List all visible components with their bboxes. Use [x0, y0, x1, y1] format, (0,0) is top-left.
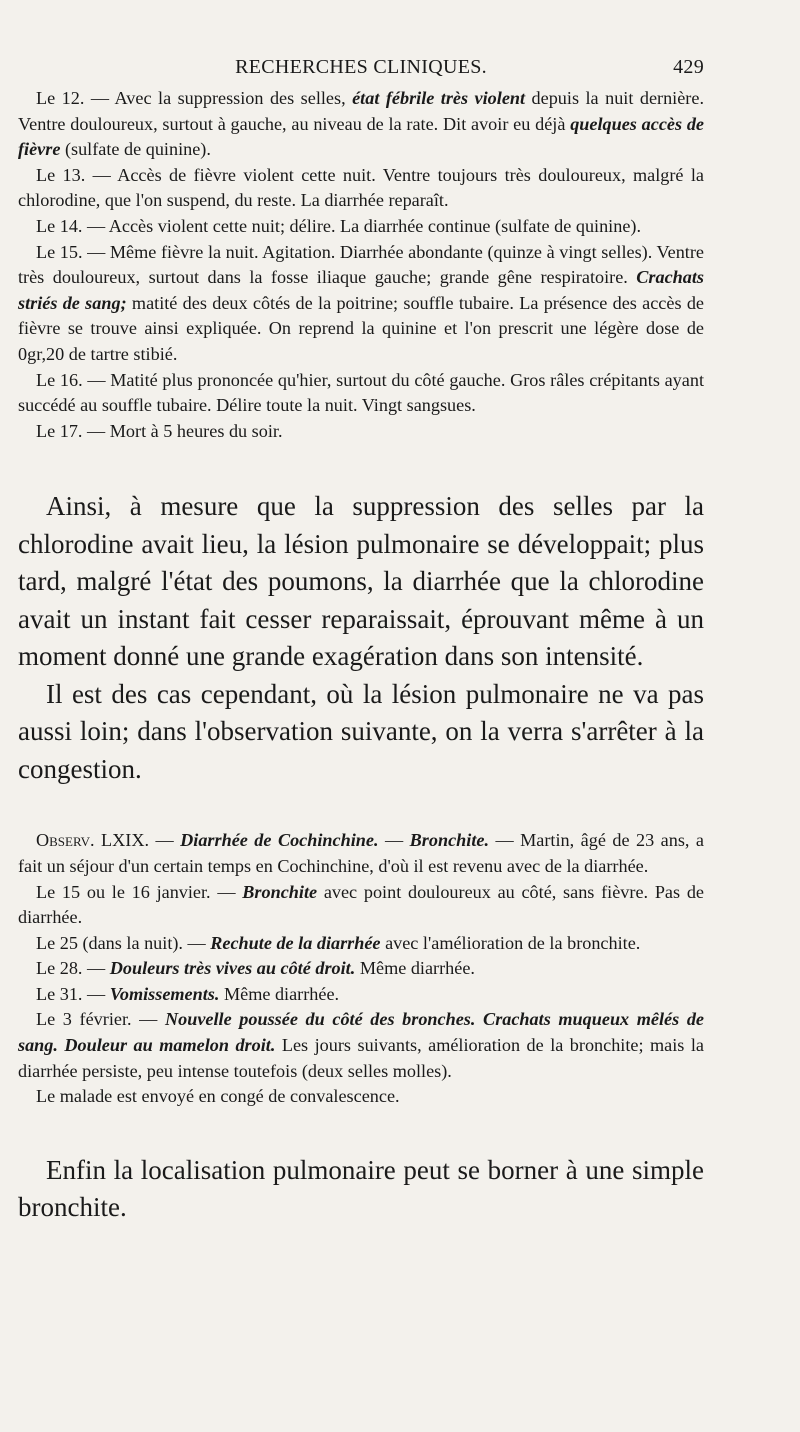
entry-15-16-janvier: Le 15 ou le 16 janvier. — Bronchite avec point douloureux au côté, sans fièvre. Pas de diarrhée.	[18, 881, 704, 928]
commentary-paragraph: Il est des cas cependant, où la lésion pulmonaire ne va pas aussi loin; dans l'observation suivante, on la verra s'arrêter à la congestion.	[18, 678, 704, 784]
running-title: RECHERCHES CLINIQUES.	[235, 56, 487, 78]
entry-le-12: Le 12. — Avec la suppression des selles, état fébrile très violent depuis la nuit dernière. Ventre douloureux, surtout à gauche, au niveau de la rate. Dit avoir eu déjà quelques accès de fièvre (sulfate de quinine).	[18, 88, 704, 160]
entry-le-25: Le 25 (dans la nuit). — Rechute de la diarrhée avec l'amélioration de la bronchite.	[36, 932, 641, 953]
entry-le-14: Le 14. — Accès violent cette nuit; délire. La diarrhée continue (sulfate de quinine).	[36, 215, 642, 236]
entry-le-15: Le 15. — Même fièvre la nuit. Agitation. Diarrhée abondante (quinze à vingt selles). Ventre très douloureux, surtout dans la fosse iliaque gauche; grande gêne respiratoire. Crachats striés de sang; matité des deux côtés de la poitrine; souffle tubaire. La présence des accès de fièvre se trouve ainsi expliquée. On reprend la quinine et l'on prescrit une légère dose de 0gr,20 de tartre stibié.	[18, 241, 704, 364]
entry-conge: Le malade est envoyé en congé de convalescence.	[36, 1086, 400, 1107]
commentary-2	[18, 1152, 704, 1227]
commentary-1	[18, 488, 704, 788]
observation-number: Observ. LXIX.	[36, 830, 149, 851]
entry-le-28: Le 28. — Douleurs très vives au côté droit. Même diarrhée.	[36, 958, 475, 979]
closing-paragraph: Enfin la localisation pulmonaire peut se borner à une simple bronchite.	[18, 1154, 704, 1223]
case-notes-previous	[18, 86, 704, 444]
observation-lxix	[18, 828, 704, 1110]
running-head	[18, 52, 704, 86]
page-number: 429	[673, 56, 704, 78]
entry-le-16: Le 16. — Matité plus prononcée qu'hier, surtout du côté gauche. Gros râles crépitants ayant succédé au souffle tubaire. Délire toute la nuit. Vingt sangsues.	[18, 369, 704, 416]
observation-heading-paragraph: Observ. LXIX. — Diarrhée de Cochinchine. — Bronchite. — Martin, âgé de 23 ans, a fait un séjour d'un certain temps en Cochinchine, d'où il est revenu avec de la diarrhée.	[18, 830, 705, 876]
entry-le-3-fevrier: Le 3 février. — Nouvelle poussée du côté des bronches. Crachats muqueux mêlés de sang. Douleur au mamelon droit. Les jours suivants, amélioration de la bronchite; mais la diarrhée persiste, peu intense toutefois (deux selles molles).	[18, 1009, 705, 1081]
commentary-paragraph: Ainsi, à mesure que la suppression des selles par la chlorodine avait lieu, la lésion pulmonaire se développait; plus tard, malgré l'état des poumons, la diarrhée que la chlorodine avait un instant fait cesser reparaissait, éprouvant même à un moment donné une grande exagération dans son intensité.	[18, 491, 704, 672]
entry-le-17: Le 17. — Mort à 5 heures du soir.	[36, 420, 283, 441]
entry-le-31: Le 31. — Vomissements. Même diarrhée.	[36, 983, 340, 1004]
entry-le-13: Le 13. — Accès de fièvre violent cette nuit. Ventre toujours très douloureux, malgré la chlorodine, que l'on suspend, du reste. La diarrhée reparaît.	[18, 164, 704, 211]
